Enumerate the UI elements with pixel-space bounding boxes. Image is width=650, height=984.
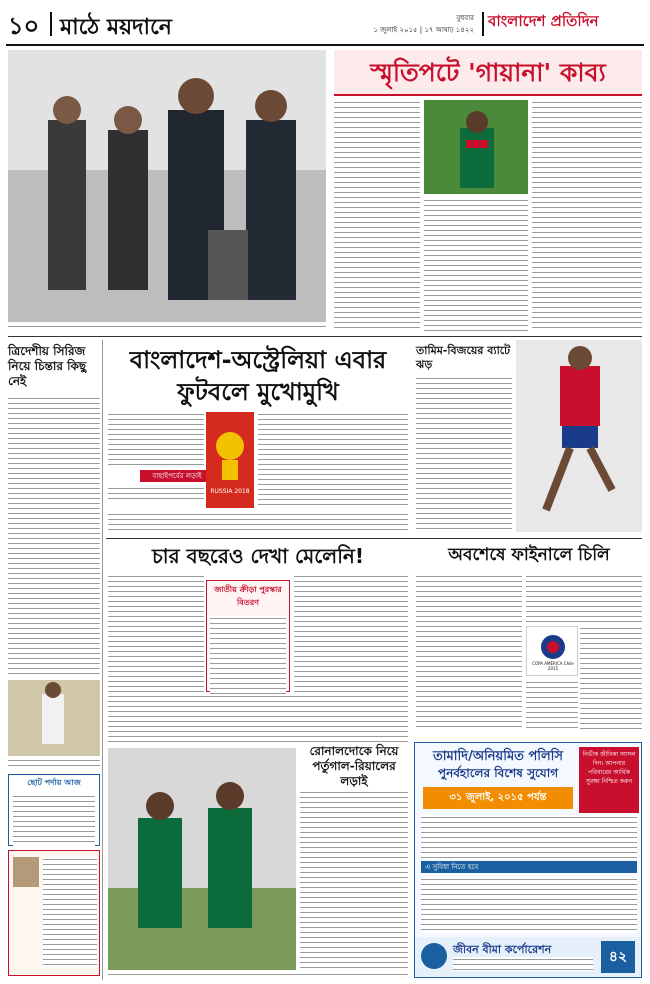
company-name: জীবন বীমা কর্পোরেশন: [453, 943, 552, 956]
section-title: মাঠে ময়দানে: [60, 15, 172, 40]
ad-benefit-list: [421, 877, 637, 933]
team-training-photo: [108, 748, 296, 970]
ad-title-line2: পুনর্বহালের বিশেষ সুযোগ: [437, 766, 559, 780]
insurance-ad: [414, 742, 642, 978]
left-col-title: ত্রিদেশীয় সিরিজ নিয়ে চিন্তার কিছু নেই: [8, 344, 87, 388]
day-label: বুধবার: [456, 14, 474, 22]
main-headline-line1: বাংলাদেশ-অস্ট্রেলিয়া এবার: [129, 346, 387, 374]
page-number: ১০: [8, 12, 40, 40]
chile-col2b: [580, 626, 642, 730]
cricket-action-image: [8, 680, 100, 756]
cricket-action-photo: [8, 680, 100, 756]
cricketer-image: [424, 100, 528, 194]
ad-small-box: [8, 850, 100, 976]
football-player-image: [516, 340, 642, 532]
main-article-col1: [108, 412, 204, 466]
copa-america-logo: COPA AMÉRICA Chile 2015: [526, 626, 578, 676]
team-arrival-image: [8, 50, 326, 322]
ad-benefit-bar: এ সুবিধা নিতে হবে: [421, 861, 637, 873]
middle-small-title: তামিম-বিজয়ের ব্যাটে ঝড়: [416, 344, 511, 371]
football-player-photo: [516, 340, 642, 532]
cricketer-photo: [424, 100, 528, 194]
team-photo-caption: [108, 972, 408, 978]
gayana-title: স্মৃতিপটে 'গায়ানা' কাব্য: [370, 58, 606, 87]
wc-badge: বাছাইপর্বের লড়াই: [140, 470, 214, 482]
four-years-col1: [108, 574, 204, 692]
team-arrival-photo: [8, 50, 326, 322]
four-years-col3: [108, 694, 408, 744]
gayana-text-col3: [532, 100, 642, 332]
ronaldo-text: [300, 790, 408, 976]
photo-caption: [8, 324, 326, 330]
gayana-title-bar: [334, 50, 642, 96]
gayana-text-col2: [424, 198, 528, 332]
chile-col1: [416, 574, 522, 730]
ad-number-badge: ৪২: [601, 941, 635, 973]
team-training-image: [108, 748, 296, 970]
ad-title-line1: তামাদি/অনিয়মিত পলিসি: [433, 749, 563, 764]
ad-footer: [415, 937, 641, 977]
ronaldo-title: রোনালদোকে নিয়ে পর্তুগাল-রিয়ালের লড়াই: [309, 744, 399, 788]
main-article-col1b: [108, 486, 204, 502]
chile-col2a: [526, 574, 642, 624]
four-years-col2: [294, 574, 408, 692]
award-box-title: জাতীয় ক্রীড়া পুরস্কার বিতরণ: [214, 585, 282, 607]
middle-small-text: [416, 376, 512, 532]
award-box: [206, 580, 290, 692]
main-headline-line2: ফুটবলে মুখোমুখি: [177, 378, 339, 406]
ad-deadline-box: ৩১ জুলাই, ২০১৫ পর্যন্ত: [423, 787, 573, 809]
today-box: [8, 774, 100, 846]
page-header: [6, 6, 644, 42]
company-logo-icon: [421, 943, 447, 969]
masthead: বাংলাদেশ প্রতিদিন: [488, 12, 599, 30]
russia-2018-logo: RUSSIA 2018: [206, 412, 254, 508]
main-article-col3: [108, 512, 408, 534]
date-line: ১ জুলাই ২০১৫ | ১৭ আষাঢ় ১৪২২: [373, 26, 474, 34]
left-col-caption: [8, 758, 100, 770]
chile-col2c: [526, 680, 578, 730]
main-article-col2: [258, 412, 408, 508]
four-years-title: চার বছরেও দেখা মেলেনি!: [152, 544, 364, 568]
ad-side-box: নির্ভীক জীবিকা আসল দিন। আপনার পরিবারের আর্থিক সুরক্ষা নিশ্চিত করুন: [579, 747, 639, 813]
chile-title: অবশেষে ফাইনালে চিলি: [448, 545, 610, 565]
left-col-text: [8, 396, 100, 676]
gayana-text-col1: [334, 100, 420, 332]
ad-body-text: [421, 815, 637, 859]
today-box-title: ছোট পর্দায় আজ: [27, 778, 81, 787]
